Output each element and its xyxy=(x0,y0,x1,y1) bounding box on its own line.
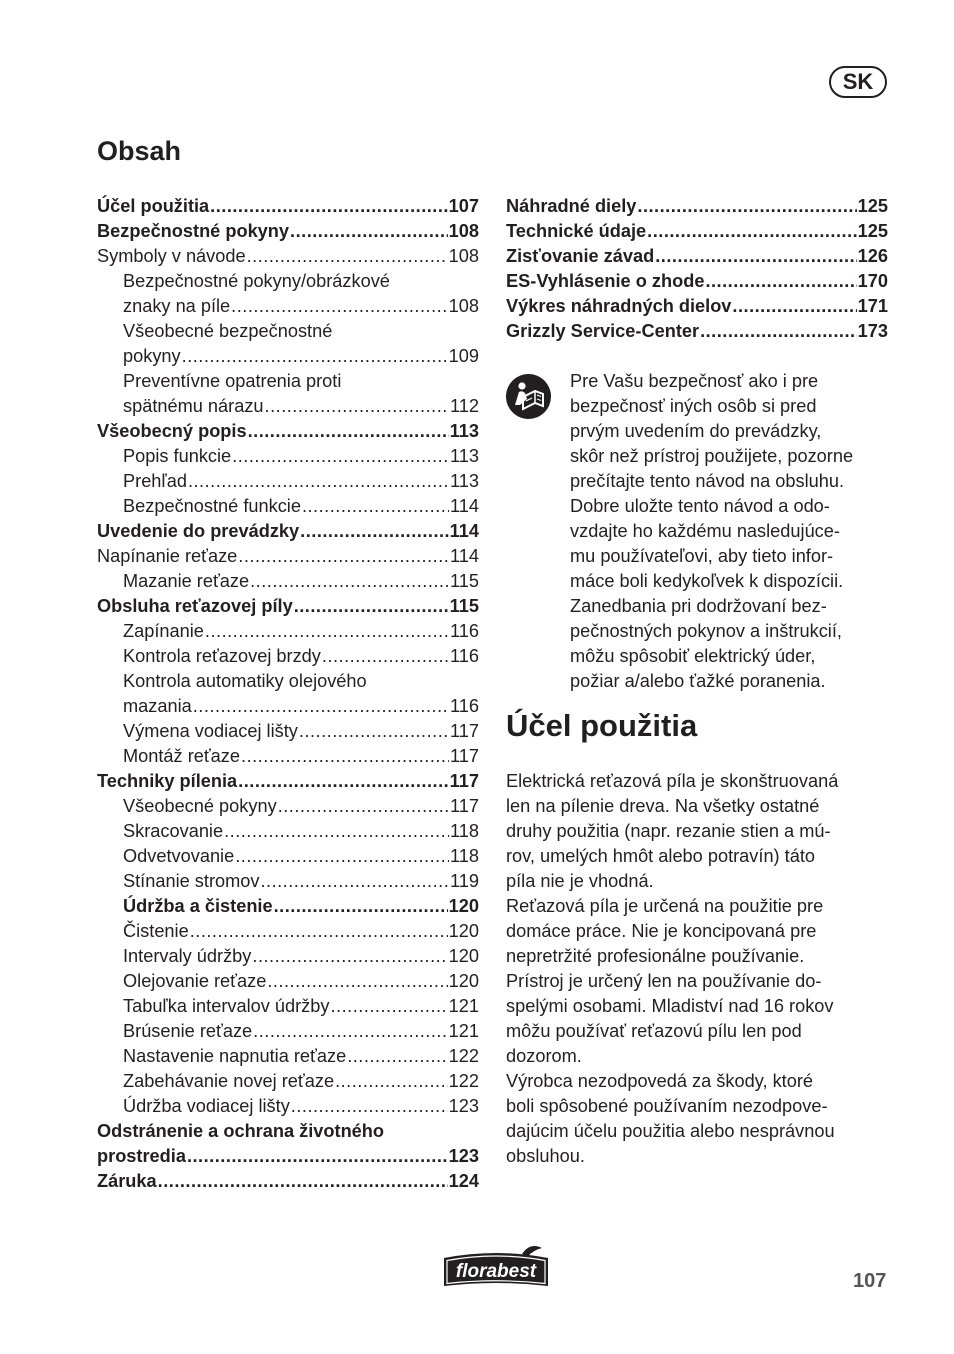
toc-left-column xyxy=(97,194,479,1194)
safety-note-text xyxy=(570,369,890,694)
toc-entry xyxy=(97,744,479,769)
read-manual-icon xyxy=(506,374,551,419)
safety-note-line: prečítajte tento návod na obsluhu. xyxy=(570,471,845,491)
toc-entry xyxy=(97,219,479,244)
toc-right-column xyxy=(506,194,888,344)
toc-entry xyxy=(97,444,479,469)
toc-entry xyxy=(97,494,479,519)
toc-entry xyxy=(97,1144,479,1169)
toc-entry-page: 115 xyxy=(449,596,479,616)
toc-entry xyxy=(97,269,479,294)
body-text-line: môžu používať reťazovú pílu len pod xyxy=(506,1021,802,1041)
toc-entry xyxy=(97,844,479,869)
toc-entry xyxy=(506,219,888,244)
toc-entry xyxy=(97,344,479,369)
toc-leader-dots xyxy=(294,594,449,619)
safety-note-line: mu používateľovi, aby tieto infor- xyxy=(570,546,834,566)
toc-entry xyxy=(97,894,479,919)
toc-leader-dots xyxy=(250,569,449,594)
toc-entry xyxy=(97,719,479,744)
toc-entry-label: ES-Vyhlásenie o zhode xyxy=(506,271,705,291)
toc-entry-label: Obsluha reťazovej píly xyxy=(97,596,293,616)
toc-entry-page: 123 xyxy=(448,1096,479,1116)
toc-entry xyxy=(97,919,479,944)
toc-entry xyxy=(97,594,479,619)
toc-entry-page: 126 xyxy=(857,246,888,266)
toc-entry-label: Techniky pílenia xyxy=(97,771,238,791)
toc-entry xyxy=(97,1094,479,1119)
toc-entry-label: Mazanie reťaze xyxy=(123,571,250,591)
toc-entry-page: 122 xyxy=(448,1071,479,1091)
toc-entry-page: 120 xyxy=(448,971,479,991)
safety-note-line: prvým uvedením do prevádzky, xyxy=(570,421,822,441)
toc-entry-label: Všeobecný popis xyxy=(97,421,247,441)
toc-leader-dots xyxy=(247,244,448,269)
toc-entry xyxy=(97,644,479,669)
toc-leader-dots xyxy=(655,244,856,269)
toc-entry xyxy=(97,1119,479,1144)
toc-entry-label: Olejovanie reťaze xyxy=(123,971,267,991)
toc-entry-label: spätnému nárazu xyxy=(123,396,264,416)
toc-entry xyxy=(97,819,479,844)
toc-entry-label: mazania xyxy=(123,696,192,716)
toc-entry-page: 118 xyxy=(450,821,479,841)
toc-entry-page: 116 xyxy=(450,696,479,716)
body-text-line: Elektrická reťazová píla je skonštruovaná xyxy=(506,771,839,791)
toc-entry xyxy=(97,369,479,394)
toc-leader-dots xyxy=(330,994,447,1019)
toc-entry xyxy=(97,469,479,494)
toc-entry-page: 108 xyxy=(448,296,479,316)
toc-leader-dots xyxy=(274,894,448,919)
toc-leader-dots xyxy=(637,194,856,219)
toc-leader-dots xyxy=(265,394,449,419)
toc-entry xyxy=(97,794,479,819)
toc-entry-label: Účel použitia xyxy=(97,196,210,216)
toc-entry-page: 170 xyxy=(857,271,888,291)
toc-entry xyxy=(97,669,479,694)
toc-entry-label: Symboly v návode xyxy=(97,246,246,266)
toc-entry-label: Preventívne opatrenia proti xyxy=(123,371,342,391)
florabest-logo xyxy=(440,1244,552,1290)
toc-leader-dots xyxy=(302,494,449,519)
toc-leader-dots xyxy=(188,469,449,494)
toc-entry-label: Odstránenie a ochrana životného xyxy=(97,1121,385,1141)
toc-leader-dots xyxy=(235,844,449,869)
toc-entry-page: 112 xyxy=(450,396,479,416)
toc-entry-page: 120 xyxy=(448,896,479,916)
toc-leader-dots xyxy=(347,1044,447,1069)
toc-entry xyxy=(97,519,479,544)
safety-note-line: bezpečnosť iných osôb si pred xyxy=(570,396,817,416)
toc-entry-label: Grizzly Service-Center xyxy=(506,321,700,341)
logo-lettering: florabest xyxy=(455,1261,537,1282)
toc-entry xyxy=(97,1069,479,1094)
body-text-line: spelými osobami. Mladiství nad 16 rokov xyxy=(506,996,834,1016)
toc-entry-page: 118 xyxy=(450,846,479,866)
toc-leader-dots xyxy=(647,219,856,244)
page-number: 107 xyxy=(853,1270,887,1292)
toc-leader-dots xyxy=(290,219,448,244)
toc-entry-label: Bezpečnostné funkcie xyxy=(123,496,301,516)
toc-leader-dots xyxy=(182,344,448,369)
toc-leader-dots xyxy=(253,1019,447,1044)
toc-entry-label: Prehľad xyxy=(123,471,187,491)
safety-note-line: skôr než prístroj použijete, pozorne xyxy=(570,446,854,466)
toc-entry xyxy=(97,1019,479,1044)
toc-leader-dots xyxy=(267,969,447,994)
toc-entry-label: Bezpečnostné pokyny/obrázkové xyxy=(123,271,390,291)
toc-entry-page: 117 xyxy=(450,746,479,766)
toc-entry-label: Náhradné diely xyxy=(506,196,637,216)
body-text-line: rov, umelých hmôt alebo potravín) táto xyxy=(506,846,816,866)
body-text-line: Prístroj je určený len na používanie do- xyxy=(506,971,822,991)
toc-leader-dots xyxy=(238,544,449,569)
toc-entry-label: Technické údaje xyxy=(506,221,647,241)
toc-entry-label: Skracovanie xyxy=(123,821,224,841)
toc-entry xyxy=(97,294,479,319)
toc-leader-dots xyxy=(260,869,449,894)
toc-entry-label: Všeobecné pokyny xyxy=(123,796,277,816)
toc-leader-dots xyxy=(732,294,856,319)
toc-entry-label: Popis funkcie xyxy=(123,446,232,466)
toc-entry xyxy=(506,294,888,319)
toc-entry-page: 117 xyxy=(450,721,479,741)
toc-entry xyxy=(97,969,479,994)
toc-leader-dots xyxy=(193,694,449,719)
body-text-line: nepretržité profesionálne používanie. xyxy=(506,946,805,966)
safety-note-line: pečnostných pokynov a inštrukcií, xyxy=(570,621,842,641)
toc-entry-label: Intervaly údržby xyxy=(123,946,252,966)
toc-entry xyxy=(97,569,479,594)
toc-entry-page: 114 xyxy=(450,546,479,566)
toc-leader-dots xyxy=(700,319,857,344)
toc-entry xyxy=(97,619,479,644)
toc-entry-label: Zapínanie xyxy=(123,621,204,641)
toc-leader-dots xyxy=(238,769,449,794)
toc-entry-label: Uvedenie do prevádzky xyxy=(97,521,300,541)
toc-entry-page: 116 xyxy=(450,646,479,666)
toc-entry-label: Montáž reťaze xyxy=(123,746,241,766)
toc-entry-page: 121 xyxy=(448,996,479,1016)
toc-entry-page: 171 xyxy=(857,296,888,316)
toc-entry-label: Tabuľka intervalov údržby xyxy=(123,996,330,1016)
toc-entry xyxy=(506,244,888,269)
safety-note-line: môžu spôsobiť elektrický úder, xyxy=(570,646,816,666)
toc-entry-label: Záruka xyxy=(97,1171,157,1191)
toc-entry xyxy=(506,269,888,294)
toc-entry-label: Bezpečnostné pokyny xyxy=(97,221,290,241)
body-text-line: dajúcim účelu použitia alebo nesprávnou xyxy=(506,1121,835,1141)
toc-entry-page: 113 xyxy=(450,446,479,466)
toc-leader-dots xyxy=(705,269,856,294)
body-text-line: druhy použitia (napr. rezanie stien a mú- xyxy=(506,821,831,841)
toc-entry-page: 173 xyxy=(857,321,888,341)
safety-note-line: Pre Vašu bezpečnosť ako i pre xyxy=(570,371,819,391)
body-text-line: domáce práce. Nie je koncipovaná pre xyxy=(506,921,817,941)
toc-entry xyxy=(97,1169,479,1194)
toc-leader-dots xyxy=(187,1144,448,1169)
toc-entry xyxy=(97,544,479,569)
toc-leader-dots xyxy=(335,1069,448,1094)
toc-entry-label: prostredia xyxy=(97,1146,186,1166)
toc-entry-label: Výkres náhradných dielov xyxy=(506,296,732,316)
toc-entry xyxy=(97,419,479,444)
toc-entry-page: 117 xyxy=(450,796,479,816)
toc-leader-dots xyxy=(190,919,448,944)
toc-title: Obsah xyxy=(97,136,182,166)
toc-entry-label: Brúsenie reťaze xyxy=(123,1021,253,1041)
toc-entry xyxy=(97,319,479,344)
toc-leader-dots xyxy=(252,944,447,969)
toc-entry xyxy=(97,769,479,794)
toc-entry xyxy=(97,394,479,419)
body-text-line: píla nie je vhodná. xyxy=(506,871,654,891)
toc-entry xyxy=(97,869,479,894)
toc-entry xyxy=(97,244,479,269)
body-text-line: dozorom. xyxy=(506,1046,582,1066)
toc-entry-label: pokyny xyxy=(123,346,181,366)
toc-leader-dots xyxy=(205,619,449,644)
toc-entry-page: 124 xyxy=(448,1171,479,1191)
toc-entry-label: Údržba a čistenie xyxy=(123,896,273,916)
toc-leader-dots xyxy=(158,1169,448,1194)
safety-note-line: vzdajte ho každému nasledujúce- xyxy=(570,521,840,541)
toc-leader-dots xyxy=(232,444,449,469)
toc-entry-page: 113 xyxy=(449,421,479,441)
toc-entry xyxy=(97,994,479,1019)
toc-entry-page: 115 xyxy=(450,571,479,591)
toc-entry-label: Nastavenie napnutia reťaze xyxy=(123,1046,347,1066)
body-text-line: Výrobca nezodpovedá za škody, ktoré xyxy=(506,1071,814,1091)
toc-leader-dots xyxy=(248,419,449,444)
body-text-line: Reťazová píla je určená na použitie pre xyxy=(506,896,824,916)
toc-leader-dots xyxy=(291,1094,448,1119)
safety-note-line: máce boli kedykoľvek k dispozícii. xyxy=(570,571,844,591)
toc-entry xyxy=(97,694,479,719)
toc-entry-page: 108 xyxy=(448,246,479,266)
toc-entry-label: Kontrola reťazovej brzdy xyxy=(123,646,321,666)
body-text-line: obsluhou. xyxy=(506,1146,585,1166)
toc-entry-label: Zisťovanie závad xyxy=(506,246,655,266)
toc-leader-dots xyxy=(299,719,449,744)
toc-entry-page: 122 xyxy=(448,1046,479,1066)
toc-entry-page: 108 xyxy=(448,221,479,241)
toc-leader-dots xyxy=(322,644,449,669)
toc-entry-page: 114 xyxy=(450,496,479,516)
toc-entry-label: Kontrola automatiky olejového xyxy=(123,671,367,691)
toc-entry-page: 117 xyxy=(449,771,479,791)
safety-note-line: požiar a/alebo ťažké poranenia. xyxy=(570,671,826,691)
toc-entry-page: 116 xyxy=(450,621,479,641)
language-badge: SK xyxy=(829,66,887,98)
toc-entry-page: 119 xyxy=(450,871,479,891)
toc-entry-page: 114 xyxy=(449,521,479,541)
toc-entry-label: Napínanie reťaze xyxy=(97,546,238,566)
toc-leader-dots xyxy=(231,294,447,319)
toc-leader-dots xyxy=(241,744,449,769)
toc-entry-page: 125 xyxy=(857,221,888,241)
toc-entry-label: Odvetvovanie xyxy=(123,846,235,866)
toc-entry-page: 113 xyxy=(450,471,479,491)
toc-entry-label: Stínanie stromov xyxy=(123,871,260,891)
toc-leader-dots xyxy=(210,194,447,219)
body-text-line: boli spôsobené používaním nezodpove- xyxy=(506,1096,828,1116)
toc-entry xyxy=(97,944,479,969)
toc-entry-label: Všeobecné bezpečnostné xyxy=(123,321,333,341)
toc-entry xyxy=(506,194,888,219)
toc-entry-page: 121 xyxy=(448,1021,479,1041)
toc-entry-page: 109 xyxy=(448,346,479,366)
body-text-line: len na pílenie dreva. Na všetky ostatné xyxy=(506,796,820,816)
toc-entry xyxy=(97,1044,479,1069)
toc-entry-page: 120 xyxy=(448,921,479,941)
toc-entry-label: Čistenie xyxy=(123,921,189,941)
toc-leader-dots xyxy=(224,819,449,844)
toc-entry-page: 125 xyxy=(857,196,888,216)
toc-entry xyxy=(506,319,888,344)
toc-entry-page: 120 xyxy=(448,946,479,966)
toc-leader-dots xyxy=(300,519,448,544)
toc-entry xyxy=(97,194,479,219)
toc-entry-label: Zabehávanie novej reťaze xyxy=(123,1071,335,1091)
section-title: Účel použitia xyxy=(506,708,698,743)
toc-entry-label: Výmena vodiacej lišty xyxy=(123,721,298,741)
section-body xyxy=(506,769,891,1169)
safety-note-line: Dobre uložte tento návod a odo- xyxy=(570,496,830,516)
toc-entry-page: 123 xyxy=(448,1146,479,1166)
toc-entry-page: 107 xyxy=(448,196,479,216)
toc-entry-label: Údržba vodiacej lišty xyxy=(123,1096,290,1116)
toc-leader-dots xyxy=(278,794,449,819)
safety-note-line: Zanedbania pri dodržovaní bez- xyxy=(570,596,827,616)
toc-entry-label: znaky na píle xyxy=(123,296,231,316)
